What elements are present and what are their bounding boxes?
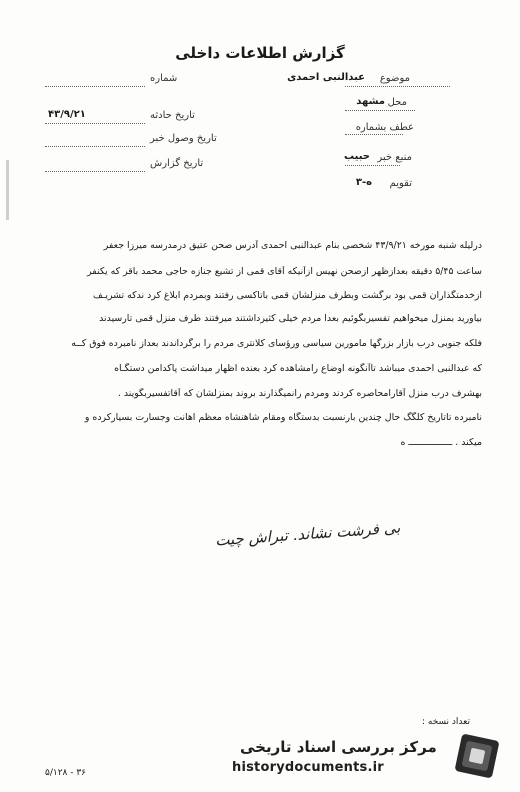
body-line: ساعت ۵/۴۵ دقیقه بعدازظهر ازصحن نهیس ازآنیکه آقای قمی از تشیع جنازه حاجی محمد باقر که یکنفر: [87, 266, 482, 277]
source-label: منبع خبر: [377, 152, 412, 163]
body-line: بیاورید بمنزل میخواهیم تفسیربگوئیم بعدا مردم خیلی کثیرداشتند میرفتند طرف منزل قمی تارسیدند: [99, 313, 482, 324]
number-dots: [45, 86, 145, 87]
news-date-label: تاریخ وصول خبر: [150, 133, 217, 144]
subject-dots: [345, 86, 450, 87]
archive-seal-icon: [455, 734, 499, 778]
report-date-dots: [45, 171, 145, 172]
handwritten-note: بی فرشت نشاند. تبراش چیت: [214, 518, 401, 550]
watermark-name: مرکز بررسی اسناد تاریخی: [240, 738, 437, 756]
number-label: شماره: [150, 73, 178, 84]
subject-value: عبدالنبی احمدی: [287, 72, 365, 83]
body-line: ازخدمتگذاران قمی بود برگشت وبطرف منزلشان قمی باتاکسی رفتند وبمردم ابلاغ کرد ندکه تشریـف: [92, 290, 482, 301]
body-line: درلیله شنبه مورخه ۴۳/۹/۲۱ شخصی بنام عبدالنبی احمدی آدرس صحن عتیق درمدرسه میرزا جعفر: [103, 240, 482, 251]
report-date-label: تاریخ گزارش: [150, 158, 204, 169]
incident-date-dots: [45, 123, 145, 124]
watermark-url: historydocuments.ir: [232, 760, 384, 775]
ref-dots: [345, 134, 403, 135]
source-value: حبیب: [344, 151, 370, 162]
incident-date-value: ۴۳/۹/۲۱: [48, 109, 86, 120]
binding-mark: [6, 160, 9, 220]
place-dots: [345, 110, 415, 111]
body-line: فلکه جنوبی درب بازار بزرگها مامورین سیاسی ورؤسای کلانتری مردم را برگرداندند بعداز نامبرده فوق کــه: [71, 338, 482, 349]
place-label: محل: [387, 97, 407, 108]
news-date-dots: [45, 146, 145, 147]
copies-label: تعداد نسخه :: [421, 717, 470, 727]
document-code: ۵/۱۲۸ - ۳۶: [45, 768, 87, 778]
body-line: میکند . ــــــــــــــــ ه: [400, 437, 482, 448]
evaluation-label: تقویم: [389, 178, 412, 189]
body-line: که عبدالنبی احمدی میباشد تاآنگونه اوضاع رامشاهده کرد بعنده اظهار میداشت پاکدامن دستگـاه: [114, 363, 482, 374]
body-line: نامبرده تاتاریخ کلگگ حال چندین بارنسبت بدستگاه ومقام شاهنشاه معظم اهانت وجسارت بسیارکرده و: [84, 412, 482, 423]
document-title: گزارش اطلاعات داخلی: [175, 44, 345, 62]
evaluation-value: ه-۳: [355, 177, 372, 188]
place-value: مشهد: [356, 96, 385, 107]
ref-label: عطف بشماره: [355, 122, 414, 133]
body-line: بهشرف درب منزل آقارامحاصره کردند ومردم رانمیگذارند بروند بمنزلشان که آقاتفسیربگویند .: [117, 388, 482, 399]
source-dots: [345, 165, 400, 166]
subject-label: موضوع: [379, 73, 410, 84]
incident-date-label: تاریخ حادثه: [150, 110, 195, 121]
